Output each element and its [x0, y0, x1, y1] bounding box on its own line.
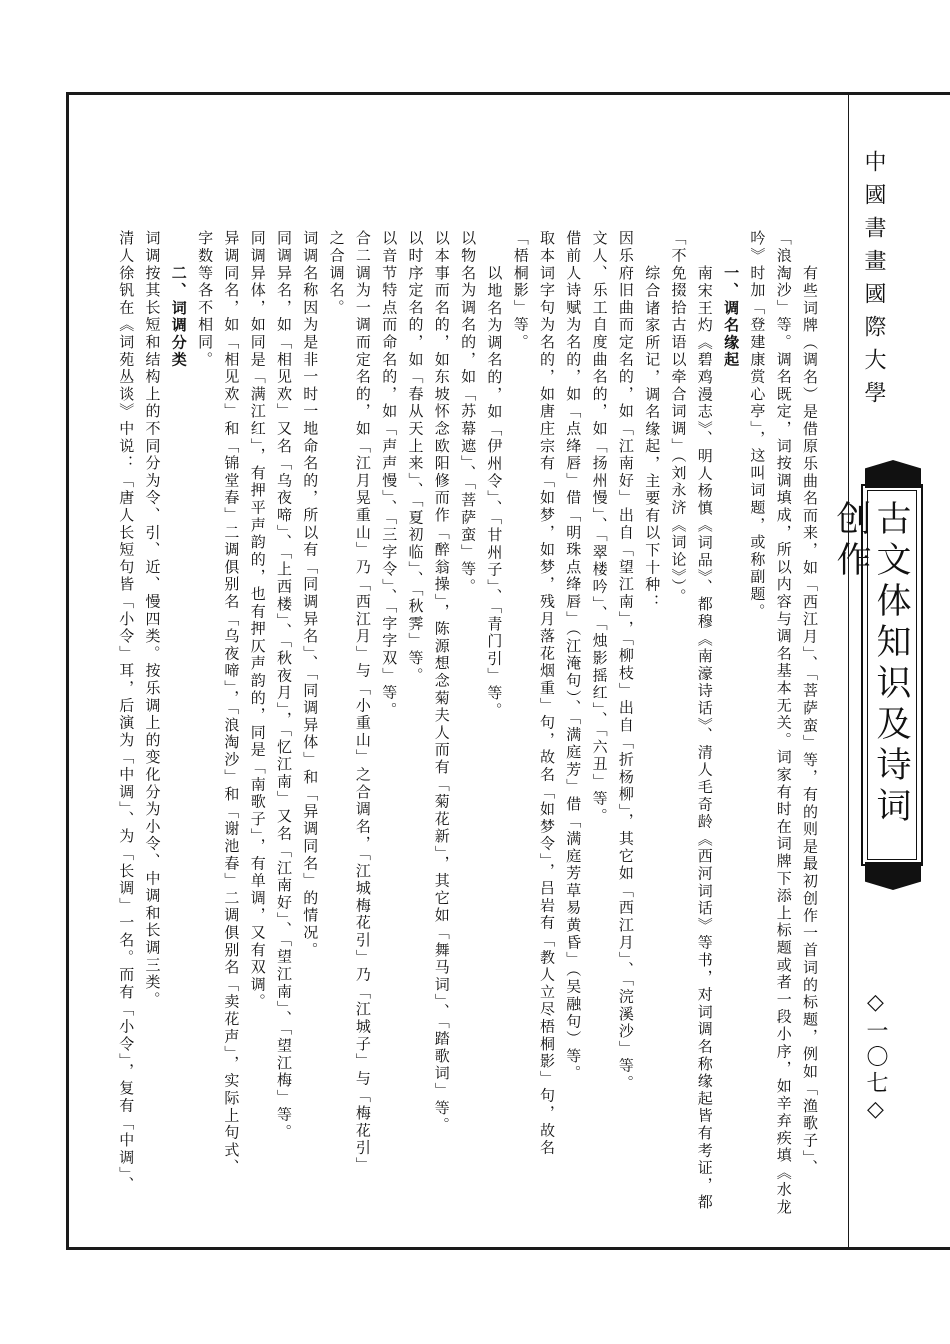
page-number: ◇一〇七◇ — [863, 990, 888, 1126]
text-column: 综合诸家所记，调名缘起，主要有以下十种： — [643, 264, 662, 611]
text-column: 以地名为调名的，如「伊州令」、「甘州子」、「青门引」等。 — [485, 264, 504, 719]
text-column: 以时序定名的，如「春从天上来」、「夏初临」、「秋霁」等。 — [406, 230, 425, 685]
text-column: 借前人诗赋为名的，如「点绛唇」借「明珠点绛唇」（江淹句）、「满庭芳」借「满庭芳草易黄昏」（吴融句）等。 — [564, 230, 583, 1083]
text-column: 词调名称因为是非一时一地命名的，所以有「同调异名」、「同调异体」和「异调同名」的情况。 — [301, 230, 320, 959]
text-column: 有些词牌（调名）是借原乐曲名而来，如「西江月」、「菩萨蛮」等，有的则是最初创作一首词的标题，例如「渔歌子」、 — [801, 264, 819, 1177]
text-column: 以物名为调名的，如「苏幕遮」、「菩萨蛮」等。 — [459, 230, 478, 596]
text-column: 同调异体，如同是「满江红」，有押平声韵的，也有押仄声韵的，同是「南歌子」，有单调，又有双调。 — [248, 230, 267, 1011]
publisher-name: 中國書畫國際大學 — [861, 150, 886, 414]
text-column: 吟》时加「登建康赏心亭」，这叫词题，或称副题。 — [748, 230, 767, 621]
section-heading: 一、调名缘起 — [722, 264, 741, 369]
section-heading: 二、词调分类 — [169, 264, 188, 369]
cartouche-body — [831, 484, 923, 866]
text-column: 之合调名。 — [327, 230, 346, 317]
text-column: 清人徐钒在《词苑丛谈》中说：「唐人长短句皆「小令」耳，后演为「中调」、为「长调」一名。而有「小令」，复有「中调」、 — [117, 230, 136, 1194]
text-column: 词调按其长短和结构上的不同分为令、引、近、慢四类。按乐调上的变化分为小令、中调和长调三类。 — [143, 230, 162, 1009]
text-column: 文人、乐工自度曲名的，如「扬州慢」、「翠楼吟」、「烛影摇红」、「六丑」等。 — [590, 230, 609, 826]
text-column: 同调异名，如「相见欢」又名「乌夜啼」、「上西楼」、「秋夜月」，「忆江南」又名「江南好」、「望江南」、「望江梅」等。 — [275, 230, 293, 1142]
text-column: 因乐府旧曲而定名的，如「江南好」出自「望江南」，「柳枝」出自「折杨柳」，其它如「西江月」、「浣溪沙」等。 — [616, 230, 635, 1093]
text-column: 「浪淘沙」等。调名既定，词按调填成，所以内容与调名基本无关。词家有时在词牌下添上标题或者一段小序，如辛弃疾填《水龙 — [774, 230, 793, 1217]
text-column: 取本词字句为名的，如唐庄宗有「如梦，如梦，残月落花烟重」句，故名「如梦令」，吕岩有「教人立尽梧桐影」句，故名 — [538, 230, 556, 1157]
text-column: 以本事而名的，如东坡怀念欧阳修而作「醉翁操」，陈源想念菊夫人而有「菊花新」，其它如「舞马词」、「踏歌词」等。 — [432, 230, 451, 1135]
text-column: 「不免掇拾古语以牵合词调」（刘永济《词论》）。 — [669, 230, 688, 606]
text-column: 异调同名，如「相见欢」和「锦堂春」二调俱别名「乌夜啼」，「浪淘沙」和「谢池春」二调俱别名「卖花声」，实际上句式、 — [222, 230, 241, 1177]
sidebar-divider — [848, 95, 849, 1247]
text-column: 「梧桐影」等。 — [511, 230, 530, 352]
title-cartouche — [831, 460, 927, 890]
cartouche-bottom-ornament — [865, 862, 921, 890]
body-text — [117, 230, 820, 1217]
text-column: 合二调为一调而定名的，如「江月晃重山」乃「西江月」与「小重山」之合调名，「江城梅花引」乃「江城子」与「梅花引」 — [353, 230, 372, 1174]
text-column: 南宋王灼《碧鸡漫志》、明人杨慎《词品》、都穆《南濠诗话》、清人毛奇龄《西河词话》等书，对词调名称缘起皆有考证，都 — [695, 264, 714, 1211]
book-title: 古文体知识及诗词创作 — [831, 500, 911, 828]
text-column: 字数等各不相同。 — [196, 230, 215, 369]
text-column: 以音节特点而命名的，如「声声慢」、「三字令」、「字字双」等。 — [380, 230, 399, 719]
